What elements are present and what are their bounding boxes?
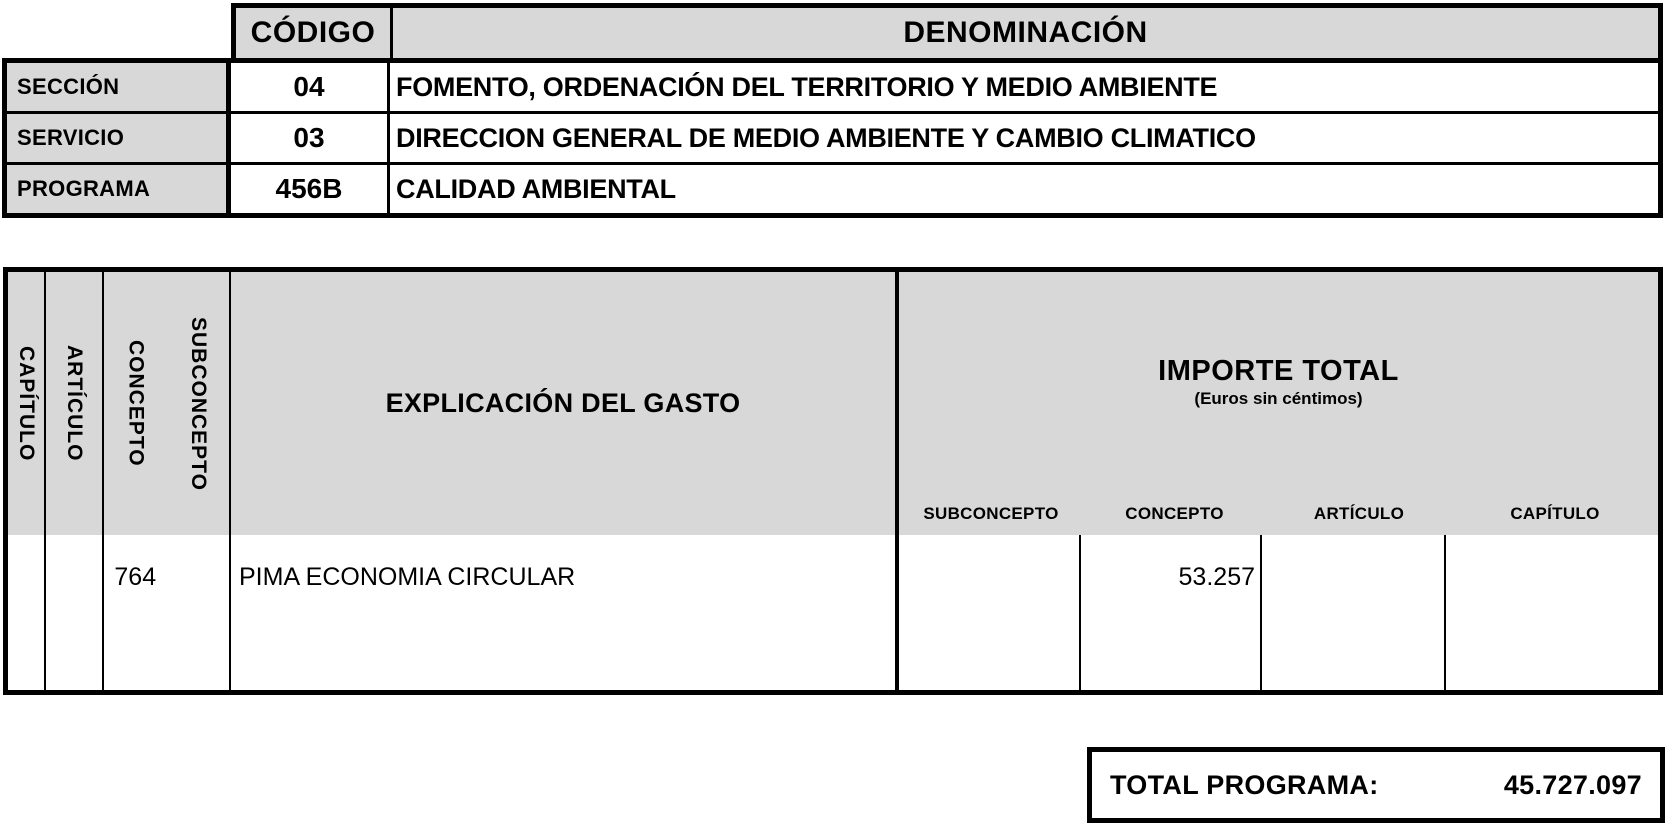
explicacion-header-label: EXPLICACIÓN DEL GASTO bbox=[385, 388, 741, 418]
denominacion-column-header: DENOMINACIÓN bbox=[903, 16, 1148, 49]
importe-subconcepto-value bbox=[899, 535, 1081, 690]
total-programa-label: TOTAL PROGRAMA: bbox=[1110, 769, 1379, 800]
seccion-label: SECCIÓN bbox=[7, 63, 231, 111]
subconcepto-code bbox=[167, 535, 230, 690]
importe-articulo-value bbox=[1262, 535, 1446, 690]
importe-values bbox=[899, 535, 1658, 690]
importe-capitulo-value bbox=[1446, 535, 1658, 690]
importe-capitulo-label: CAPÍTULO bbox=[1510, 504, 1600, 523]
subconcepto-header-half bbox=[167, 272, 230, 535]
subconcepto-rotated-label: SUBCONCEPTO bbox=[186, 316, 210, 491]
table-row-programa bbox=[7, 165, 1658, 213]
servicio-code: 03 bbox=[231, 114, 390, 162]
explicacion-value-cell: PIMA ECONOMIA CIRCULAR bbox=[231, 535, 899, 690]
total-programa-box bbox=[1087, 747, 1665, 823]
importe-subtitle: (Euros sin céntimos) bbox=[1194, 389, 1363, 409]
table-row-servicio bbox=[7, 114, 1658, 165]
expense-table-data-row bbox=[8, 535, 1658, 690]
importe-title: IMPORTE TOTAL bbox=[1158, 354, 1399, 387]
codigo-column-header: CÓDIGO bbox=[236, 8, 393, 58]
expense-table bbox=[3, 267, 1663, 695]
articulo-header-cell bbox=[46, 272, 104, 535]
capitulo-rotated-label: CAPÍTULO bbox=[15, 345, 38, 462]
importe-subcolumn-labels bbox=[899, 493, 1658, 535]
programa-label: PROGRAMA bbox=[7, 165, 231, 213]
concepto-header-half bbox=[104, 272, 167, 535]
programa-name: CALIDAD AMBIENTAL bbox=[396, 173, 676, 204]
id-table-header-row bbox=[231, 3, 1663, 58]
seccion-name: FOMENTO, ORDENACIÓN DEL TERRITORIO Y MEDIO AMBIENTE bbox=[396, 71, 1218, 102]
concepto-subconcepto-header-cell bbox=[104, 272, 231, 535]
capitulo-header-cell bbox=[8, 272, 46, 535]
importe-concepto-value: 53.257 bbox=[1081, 535, 1262, 690]
concepto-rotated-label: CONCEPTO bbox=[124, 340, 148, 467]
capitulo-value-cell bbox=[8, 535, 46, 690]
importe-title-block bbox=[899, 272, 1658, 493]
importe-header-cell bbox=[899, 272, 1658, 535]
articulo-value-cell bbox=[46, 535, 104, 690]
seccion-code: 04 bbox=[231, 63, 390, 111]
importe-subconcepto-label: SUBCONCEPTO bbox=[923, 504, 1059, 523]
concepto-subconcepto-value-cell bbox=[104, 535, 231, 690]
servicio-name: DIRECCION GENERAL DE MEDIO AMBIENTE Y CAMBIO CLIMATICO bbox=[396, 122, 1256, 153]
expense-table-header bbox=[8, 272, 1658, 535]
importe-concepto-label: CONCEPTO bbox=[1125, 504, 1224, 523]
programa-code: 456B bbox=[231, 165, 390, 213]
total-programa-value: 45.727.097 bbox=[1503, 769, 1642, 800]
id-table-body bbox=[2, 58, 1663, 218]
servicio-label: SERVICIO bbox=[7, 114, 231, 162]
explicacion-header-cell bbox=[231, 272, 899, 535]
articulo-rotated-label: ARTÍCULO bbox=[63, 345, 86, 462]
concepto-code: 764 bbox=[114, 563, 157, 591]
importe-articulo-label: ARTÍCULO bbox=[1313, 504, 1405, 523]
table-row-seccion bbox=[7, 63, 1658, 114]
